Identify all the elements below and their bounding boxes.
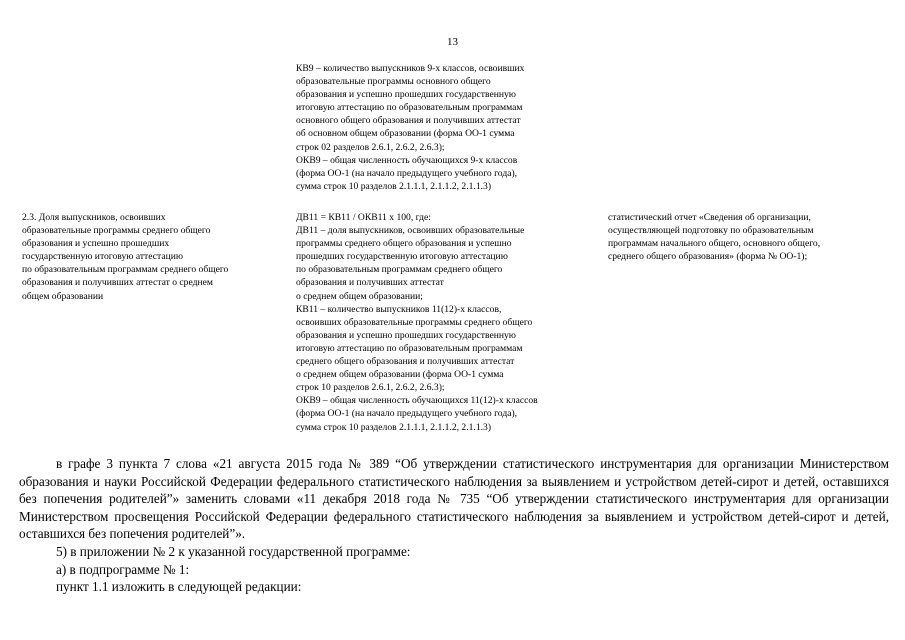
text-line: прошедших государственную итоговую аттестацию <box>296 251 508 263</box>
text-line: (форма ОО-1 (на начало предыдущего учебного года), <box>296 408 518 420</box>
text-line: образовательные программы среднего общего <box>22 225 211 237</box>
text-line: строк 02 разделов 2.6.1, 2.6.2, 2.6.3); <box>296 141 445 153</box>
text-line: сумма строк 10 разделов 2.1.1.1, 2.1.1.2, 2.1.1.3) <box>296 421 492 433</box>
text-line: КВ9 – количество выпускников 9-х классов, освоивших <box>296 63 525 74</box>
text-line: итоговую аттестацию по образовательным программам <box>296 102 523 114</box>
source-cell <box>608 211 888 263</box>
text-line: образования и получивших аттестат <box>296 277 444 289</box>
indicator-cell <box>22 211 292 303</box>
formula-cell <box>296 211 606 434</box>
text-line: образования и успешно прошедших государственную <box>296 329 516 341</box>
amendment-text <box>19 455 889 596</box>
text-line: освоивших образовательные программы среднего общего <box>296 316 533 328</box>
text-line: статистический отчет «Сведения об организации, <box>608 212 811 223</box>
text-line: образования и успешно прошедших <box>22 238 170 250</box>
text-line: КВ11 – количество выпускников 11(12)-х классов, <box>296 303 502 315</box>
text-line: основного общего образования и получивших аттестат <box>296 115 521 127</box>
text-line: по образовательным программам среднего общего <box>22 264 229 276</box>
text-line: о среднем общем образовании; <box>296 290 423 302</box>
text-line: итоговую аттестацию по образовательным программам <box>296 342 523 354</box>
text-line: осуществляющей подготовку по образовательным <box>608 225 814 237</box>
text-line: государственную итоговую аттестацию <box>22 251 184 263</box>
text-line: 2.3. Доля выпускников, освоивших <box>22 212 166 223</box>
text-line: общем образовании <box>22 290 104 302</box>
text-line: образования и успешно прошедших государственную <box>296 89 516 101</box>
text-line: (форма ОО-1 (на начало предыдущего учебного года), <box>296 167 518 179</box>
text-line-tail: освоивших <box>476 63 525 74</box>
text-line: образовательные программы основного общего <box>296 76 491 88</box>
text-line: ДВ11 – доля выпускников, освоивших образовательные <box>296 225 525 237</box>
text-line: ОКВ9 – общая численность обучающихся 9-х классов <box>296 154 518 166</box>
amendment-paragraph: в графе 3 пункта 7 слова «21 августа 2015 года № 389 “Об утверждении статистического инструментария для организации Министерством образования и науки Российской Федерации федерального статистического наблюдения за выявлением и устройством детей-сирот и детей, оставшихся без попечения родителей”» заменить словами «11 декабря 2018 года № 735 “Об утверждении статистического инструментария для организации Министерством просвещения Российской Федерации федерального статистического наблюдения за выявлением и устройством детей-сирот и детей, оставшихся без попечения родителей”». <box>19 456 889 542</box>
text-line: среднего общего образования и получивших аттестат <box>296 356 515 368</box>
text-line: по образовательным программам среднего общего <box>296 264 503 276</box>
text-line: ОКВ9 – общая численность обучающихся 11(12)-х классов <box>296 395 538 407</box>
text-line: среднего общего образования» (форма № ОО-1); <box>608 251 808 263</box>
text-line: о среднем общем образовании (форма ОО-1 сумма <box>296 369 504 381</box>
text-line: программам начального общего, основного общего, <box>608 238 821 250</box>
text-line: ДВ11 = КВ11 / ОКВ11 x 100, где: <box>296 212 431 223</box>
formula-cell-continued <box>296 62 606 193</box>
list-item-5: 5) в приложении № 2 к указанной государственной программе: <box>56 543 411 559</box>
list-item-point: пункт 1.1 изложить в следующей редакции: <box>56 579 302 595</box>
text-line: образования и получивших аттестат о среднем <box>22 277 213 289</box>
text-line: об основном общем образовании (форма ОО-1 сумма <box>296 128 515 140</box>
text-line: сумма строк 10 разделов 2.1.1.1, 2.1.1.2, 2.1.1.3) <box>296 180 492 192</box>
list-item-a: а) в подпрограмме № 1: <box>56 561 190 577</box>
text-line: программы среднего общего образования и успешно <box>296 238 512 250</box>
page-number: 13 <box>447 36 458 48</box>
text-line: строк 10 разделов 2.6.1, 2.6.2, 2.6.3); <box>296 382 445 394</box>
